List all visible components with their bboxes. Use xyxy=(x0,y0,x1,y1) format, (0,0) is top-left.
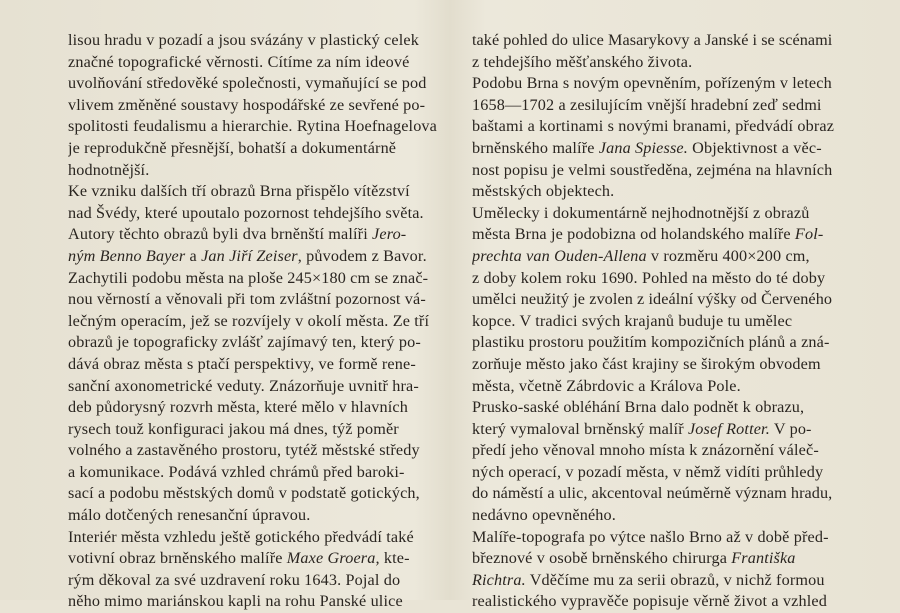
text-line: březnové v osobě brněnského chirurga Františka xyxy=(472,549,796,568)
text-line: Zachytili podobu města na ploše 245×180 cm se znač- xyxy=(68,268,429,287)
left-page-text xyxy=(68,30,440,613)
text-line: baštami a kortinami s novými branami, předvádí obraz xyxy=(472,117,834,136)
text-line: lisou hradu v pozadí a jsou svázány v plastický celek xyxy=(68,31,419,49)
text-line: Prusko-saské obléhání Brna dalo podnět k obrazu, xyxy=(472,398,805,417)
text-line: značné topografické věrnosti. Cítíme za ním ideové xyxy=(68,52,410,71)
text-line: nedávno opevněného. xyxy=(472,506,616,525)
text-line: zorňuje město jako část krajiny se širokým obvodem xyxy=(472,354,821,373)
text-line: něho mimo mariánskou kapli na rohu Panské ulice xyxy=(68,592,403,611)
text-line: sanční axonometrické veduty. Znázorňuje uvnitř hra- xyxy=(68,376,419,395)
text-line: nad Švédy, které upoutalo pozornost tehdejšího světa. xyxy=(68,203,424,222)
text-line: také pohled do ulice Masarykovy a Janské i se scénami xyxy=(472,31,833,49)
text-line: z doby kolem roku 1690. Pohled na město do té doby xyxy=(472,268,826,287)
text-line: předí jeho věnoval mnoho místa k znázornění váleč- xyxy=(472,441,819,460)
text-line: města Brna je podobizna od holandského malíře Fol- xyxy=(472,225,824,244)
text-line: uvolňování středověké společnosti, vymaňující se pod xyxy=(68,74,427,93)
text-line: Richtra. Vděčíme mu za serii obrazů, v nichž formou xyxy=(472,570,825,589)
text-line: rysech touž konfiguraci jakou má dnes, týž poměr xyxy=(68,419,399,438)
text-line: lečným operacím, jež se rozvíjely v okolí města. Ze tří xyxy=(68,311,430,330)
text-line: do náměstí a ulic, akcentoval neúměrně význam hradu, xyxy=(472,484,833,503)
text-line: obrazů je topograficky zvlášť zajímavý ten, který po- xyxy=(68,333,421,352)
text-line: volného a zastavěného prostoru, tytéž městské středy xyxy=(68,441,420,460)
text-line: Ke vzniku dalších tří obrazů Brna přispělo vítězství xyxy=(68,182,410,201)
text-line: realistického vypravěče popisuje věrně život a vzhled xyxy=(472,592,827,611)
text-line: prechta van Ouden-Allena v rozměru 400×200 cm, xyxy=(472,246,810,265)
text-line: který vymaloval brněnský malíř Josef Rotter. V po- xyxy=(472,419,812,438)
text-line: města, včetně Zábrdovic a Králova Pole. xyxy=(472,376,741,395)
text-line: sací a podobu městských domů v podstatě gotických, xyxy=(68,484,420,503)
text-line: 1658—1702 a zesilujícím vnější hradební zeď sedmi xyxy=(472,95,822,114)
text-line: městských objektech. xyxy=(472,182,615,201)
text-line: votivní obraz brněnského malíře Maxe Groera, kte- xyxy=(68,549,410,568)
text-line: ných operací, v pozadí města, v němž vidíti průhledy xyxy=(472,462,824,481)
text-line: plastiku prostoru použitím kompozičních plánů a zná- xyxy=(472,333,830,352)
text-line: Podobu Brna s novým opevněním, pořízeným v letech xyxy=(472,74,832,93)
text-line: ným Benno Bayer a Jan Jiří Zeiser, původem z Bavor. xyxy=(68,246,427,265)
text-line: kopce. V tradici svých krajanů buduje tu umělec xyxy=(472,311,793,330)
text-line: spolitosti feudalismu a hierarchie. Rytina Hoefnagelova xyxy=(68,117,438,136)
text-line: Umělecky i dokumentárně nejhodnotnější z obrazů xyxy=(472,203,810,222)
text-line: rým děkoval za své uzdravení roku 1643. Pojal do xyxy=(68,570,401,589)
text-line: nou věrností a věnovali při tom zvláštní pozornost vá- xyxy=(68,290,426,309)
right-page-text xyxy=(472,30,834,613)
text-line: z tehdejšího měšťanského života. xyxy=(472,52,693,71)
text-line: dává obraz města s ptačí perspektivy, ve formě rene- xyxy=(68,354,416,373)
text-line: brněnského malíře Jana Spiesse. Objektivnost a věc- xyxy=(472,138,822,157)
text-line: a komunikace. Podává vzhled chrámů před baroki- xyxy=(68,462,405,481)
text-line: nost popisu je velmi soustředěna, zejména na hlavních xyxy=(472,160,833,179)
text-line: umělci neužitý je zvolen z ideální výšky od Červeného xyxy=(472,290,833,309)
text-line: Interiér města vzhledu ještě gotického předvádí také xyxy=(68,527,414,546)
text-line: deb půdorysný rozvrh města, které mělo v hlavních xyxy=(68,398,408,417)
text-line: málo dotčených renesanční úpravou. xyxy=(68,506,311,525)
text-line: Autory těchto obrazů byli dva brněnští malíři Jero- xyxy=(68,225,407,244)
text-line: vlivem změněné soustavy hospodářské ze sevřené po- xyxy=(68,95,426,114)
text-line: hodnotnější. xyxy=(68,160,150,179)
text-line: je reprodukčně přesnější, bohatší a dokumentárně xyxy=(68,138,397,157)
text-line: Malíře-topografa po výtce našlo Brno až v době před- xyxy=(472,527,829,546)
